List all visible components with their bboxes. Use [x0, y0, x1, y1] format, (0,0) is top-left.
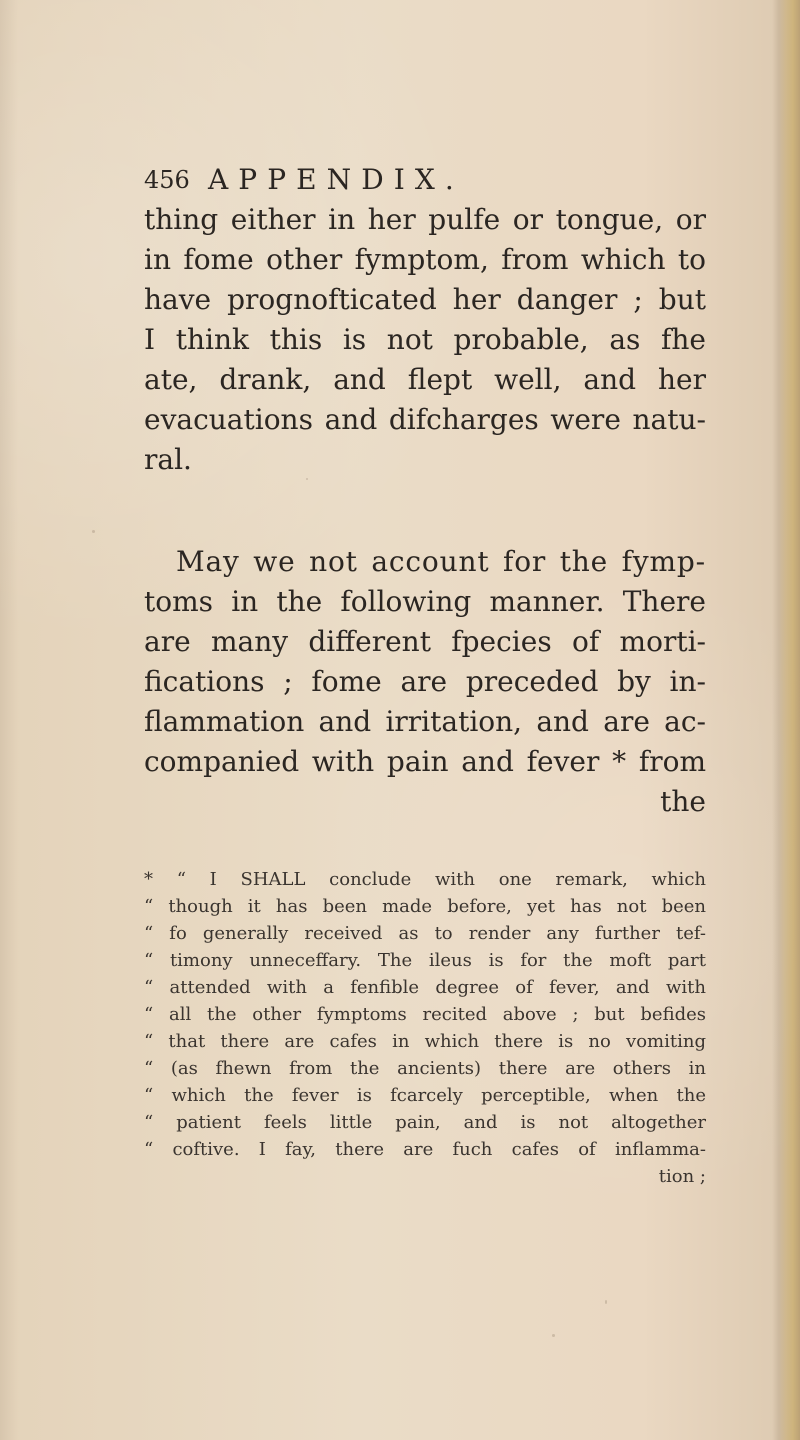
footnote-line: “ timony unneceffary. The ileus is for the moft part — [144, 950, 706, 971]
footnote-line: “ (as fhewn from the ancients) there are others in — [144, 1058, 706, 1079]
paper-speck — [605, 1300, 607, 1304]
footnote-line: “ though it has been made before, yet has not been — [144, 896, 706, 917]
text-line: companied with pain and fever * from — [144, 745, 706, 778]
footnote-line: * “ I SHALL conclude with one remark, which — [144, 869, 706, 890]
text-line: evacuations and difcharges were natu- — [144, 403, 706, 436]
footnote-line: “ coftive. I fay, there are fuch cafes of inflamma- — [144, 1139, 706, 1160]
page-left-shadow — [0, 0, 18, 1440]
paragraph-main — [144, 542, 706, 822]
text-line: are many different fpecies of morti- — [144, 625, 706, 658]
catchword: the — [660, 785, 706, 818]
text-line: ate, drank, and flept well, and her — [144, 363, 706, 396]
text-line: May we not account for the fymp- — [176, 545, 706, 578]
text-line: I think this is not probable, as fhe — [144, 323, 706, 356]
footnote-line: “ patient feels little pain, and is not altogether — [144, 1112, 706, 1133]
text-line: fications ; fome are preceded by in- — [144, 665, 706, 698]
page-number: 456 — [144, 166, 190, 194]
running-title: APPENDIX. — [208, 163, 464, 196]
footnote-line: “ that there are cafes in which there is no vomiting — [144, 1031, 706, 1052]
running-header — [144, 160, 704, 200]
page-right-edge — [772, 0, 800, 1440]
paper-speck — [92, 530, 95, 533]
text-line: toms in the following manner. There — [144, 585, 706, 618]
text-line: in fome other fymptom, from which to — [144, 243, 706, 276]
text-line: flammation and irritation, and are ac- — [144, 705, 706, 738]
footnote-line: “ fo generally received as to render any further tef- — [144, 923, 706, 944]
footnote-line: “ attended with a fenfible degree of fever, and with — [144, 977, 706, 998]
footnote — [144, 866, 706, 1190]
text-line: ral. — [144, 443, 192, 476]
footnote-line: “ all the other fymptoms recited above ; but befides — [144, 1004, 706, 1025]
text-line: thing either in her pulfe or tongue, or — [144, 203, 706, 236]
footnote-catchword: tion ; — [658, 1166, 706, 1187]
paper-speck — [552, 1334, 555, 1337]
text-line: have prognofticated her danger ; but — [144, 283, 706, 316]
paragraph-continuation — [144, 200, 706, 480]
footnote-line: “ which the fever is fcarcely perceptible, when the — [144, 1085, 706, 1106]
